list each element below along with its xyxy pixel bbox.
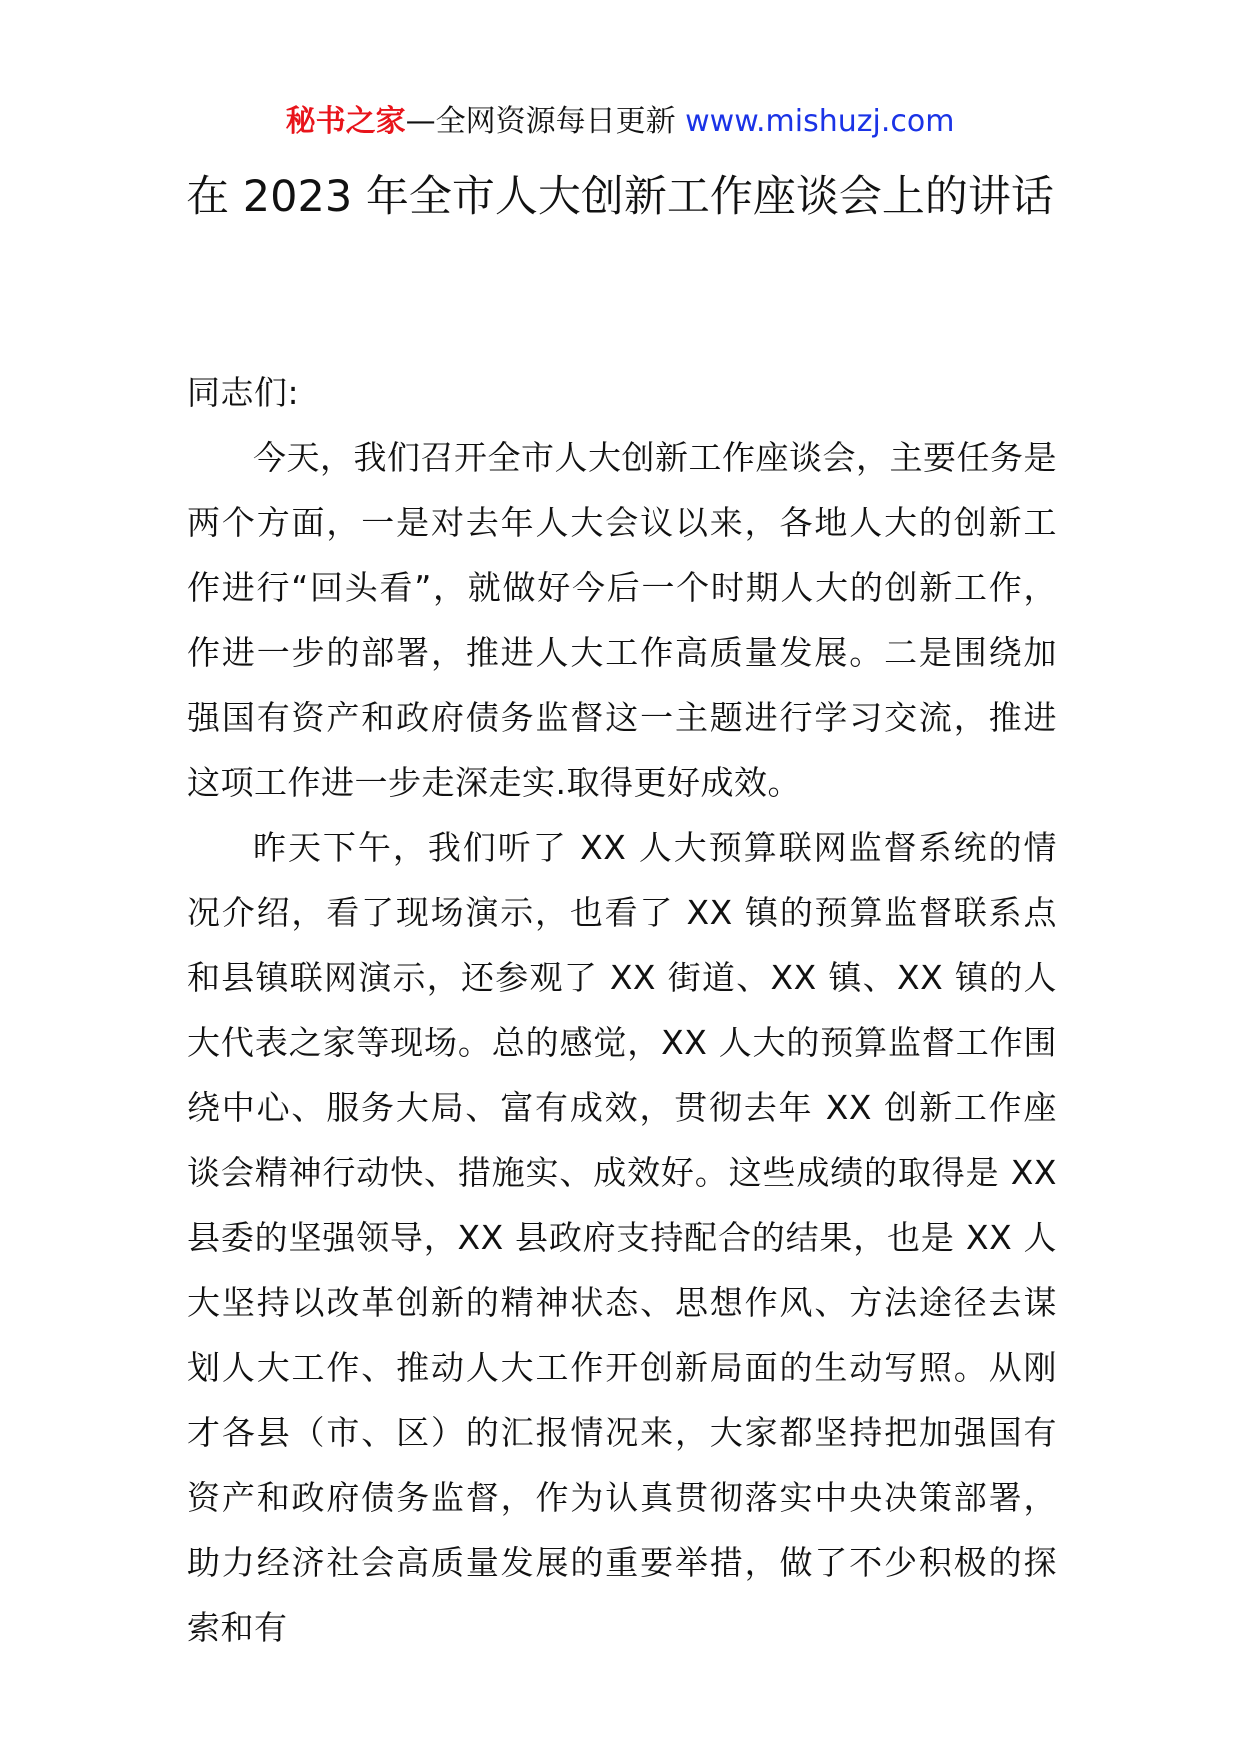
site-link[interactable]: www.mishuzj.com (685, 104, 955, 139)
salutation: 同志们: (187, 373, 300, 412)
document-title: 在 2023 年全市人大创新工作座谈会上的讲话 (186, 172, 1054, 222)
brand-name: 秘书之家 (285, 104, 406, 139)
document-body (187, 360, 1057, 1660)
paragraph-2: 昨天下午，我们听了 XX 人大预算联网监督系统的情况介绍，看了现场演示，也看了 XX 镇的预算监督联系点和县镇联网演示，还参观了 XX 街道、XX 镇、XX 镇的人大代表之家等现场。总的感觉，XX 人大的预算监督工作围绕中心、服务大局、富有成效，贯彻去年 XX 创新工作座谈会精神行动快、措施实、成效好。这些成绩的取得是 XX 县委的坚强领导，XX 县政府支持配合的结果，也是 XX 人大坚持以改革创新的精神状态、思想作风、方法途径去谋划人大工作、推动人大工作开创新局面的生动写照。从刚才各县（市、区）的汇报情况来，大家都坚持把加强国有资产和政府债务监督，作为认真贯彻落实中央决策部署，助力经济社会高质量发展的重要举措，做了不少积极的探索和有 (187, 828, 1057, 1647)
site-header (0, 102, 1240, 142)
paragraph-1: 今天，我们召开全市人大创新工作座谈会，主要任务是两个方面，一是对去年人大会议以来，各地人大的创新工作进行“回头看”，就做好今后一个时期人大的创新工作，作进一步的部署，推进人大工作高质量发展。二是围绕加强国有资产和政府债务监督这一主题进行学习交流，推进这项工作进一步走深走实.取得更好成效。 (187, 438, 1057, 802)
header-slogan: —全网资源每日更新 (405, 104, 686, 139)
